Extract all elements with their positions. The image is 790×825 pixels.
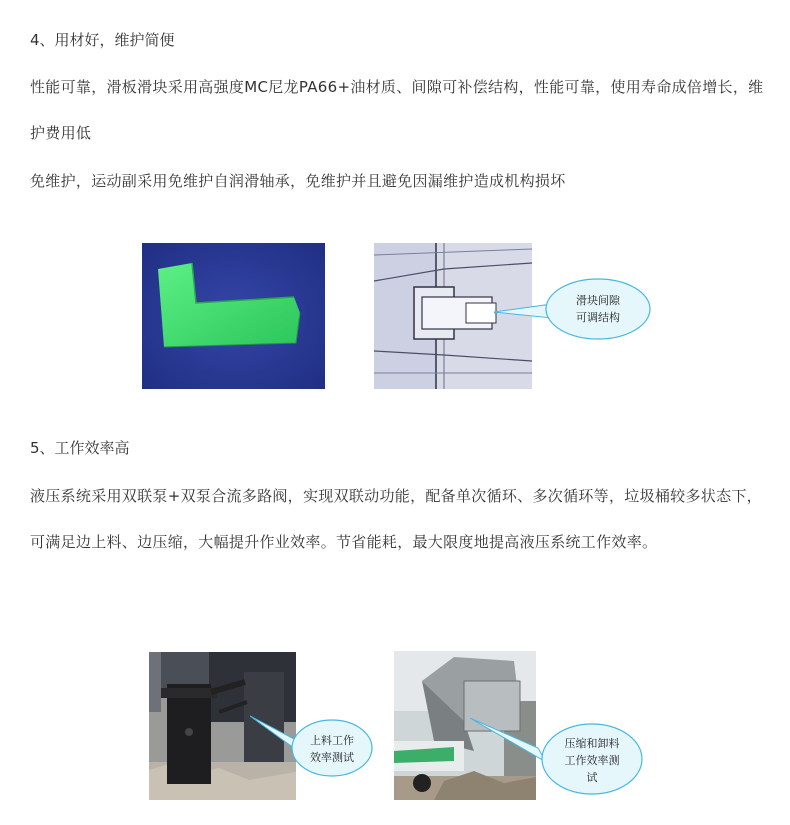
compression-test-callout [470,718,646,798]
loading-test-callout [250,710,376,782]
section-4-paragraph-1: 性能可靠，滑板滑块采用高强度MC尼龙PA66+油材质、间隙可补偿结构，性能可靠，使用寿命成倍增长，维护费用低 [30,78,764,142]
section-4-paragraph-2: 免维护，运动副采用免维护自润滑轴承，免维护并且避免因漏维护造成机构损坏 [30,172,566,190]
section-4-heading: 4、用材好，维护简便 [30,31,175,49]
section-5-paragraph-1: 液压系统采用双联泵+双泵合流多路阀，实现双联动功能，配备单次循环、多次循环等，垃圾桶较多状态下，可满足边上料、边压缩，大幅提升作业效率。节省能耗，最大限度地提高液压系统工作效率。 [30,487,762,551]
loading-test-callout-line-2: 效率测试 [310,751,354,764]
compression-test-callout-line-3: 试 [586,771,598,784]
loading-test-callout-line-1: 上料工作 [310,734,354,747]
slider-gap-callout [494,274,656,344]
compression-test-callout-line-2: 工作效率测 [564,754,620,767]
section-5-heading: 5、工作效率高 [30,439,130,457]
slider-gap-callout-line-1: 滑块间隙 [576,294,620,307]
slider-gap-callout-line-2: 可调结构 [576,311,620,324]
nylon-slider-photo [142,243,325,389]
compression-test-callout-line-1: 压缩和卸料 [564,737,620,750]
